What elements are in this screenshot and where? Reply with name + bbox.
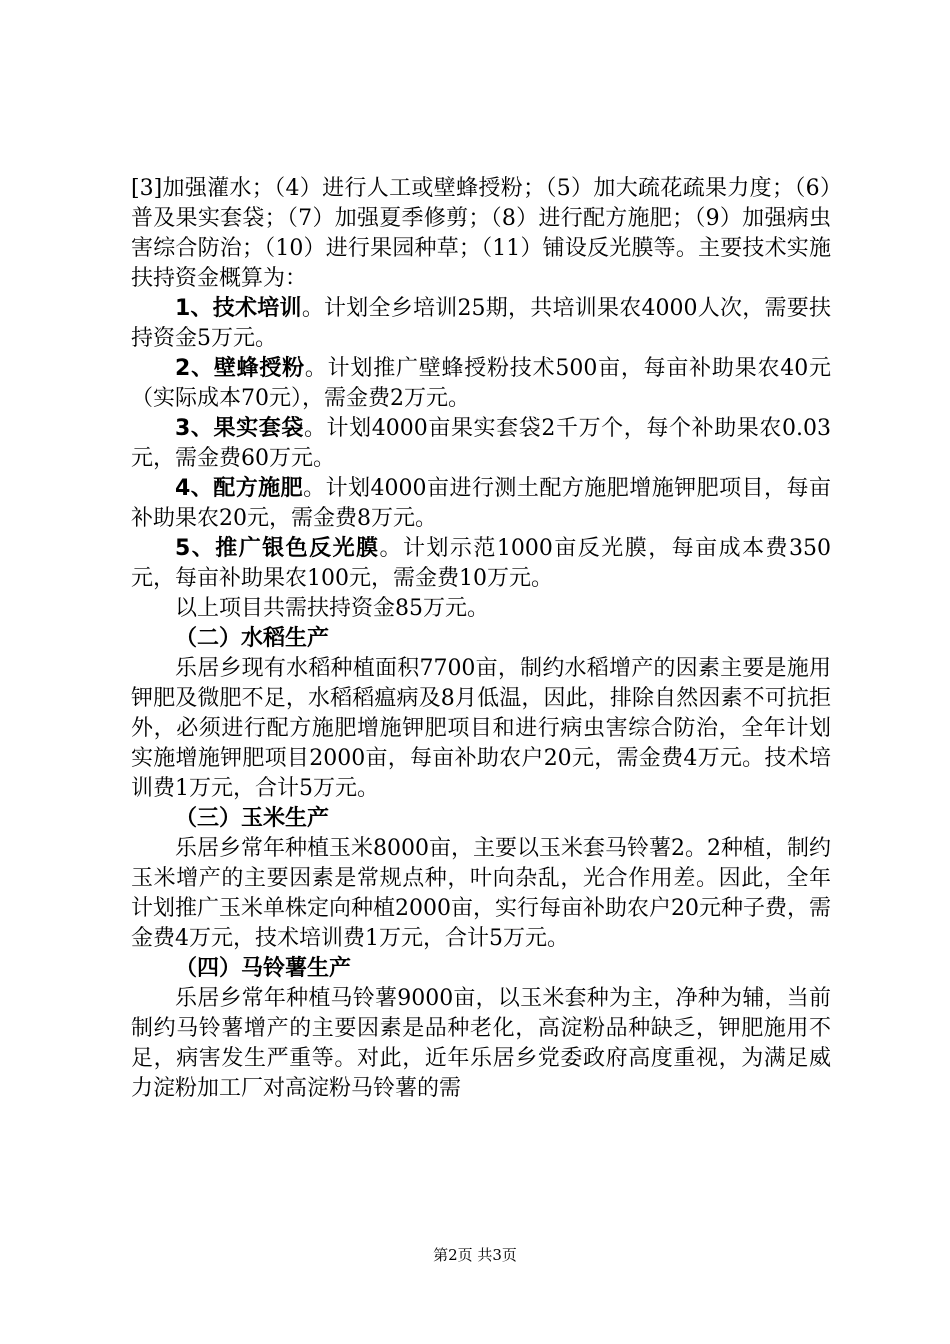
funding-item-head: 5、推广银色反光膜 [175, 536, 380, 561]
section-heading-corn: （三）玉米生产 [175, 806, 330, 831]
section-text-potato: 乐居乡常年种植马铃薯9000亩，以玉米套种为主，净种为辅，当前制约马铃薯增产的主要因素是品种老化，高淀粉品种缺乏，钾肥施用不足，病害发生严重等。对此，近年乐居乡党委政府高度重视，为满足威力淀粉加工厂对高淀粉马铃薯的需 [131, 986, 831, 1101]
funding-item-5 [131, 534, 831, 594]
section-text-rice: 乐居乡现有水稻种植面积7700亩，制约水稻增产的因素主要是施用钾肥及微肥不足，水稻稻瘟病及8月低温，因此，排除自然因素不可抗拒外，必须进行配方施肥增施钾肥项目和进行病虫害综合防治，全年计划实施增施钾肥项目2000亩，每亩补助农户20元，需金费4万元。技术培训费1万元，合计5万元。 [131, 656, 831, 801]
section-heading-potato: （四）马铃薯生产 [175, 956, 352, 981]
funding-item-head: 1、技术培训 [175, 296, 302, 321]
funding-item-text: 。计划全乡培训25期，共培训果农4000人次，需要扶持资金5万元。 [131, 296, 832, 351]
page-footer: 第2页 共3页 [433, 1246, 517, 1264]
intro-paragraph: [3]加强灌水；（4）进行人工或壁蜂授粉；（5）加大疏花疏果力度；（6）普及果实套袋；（7）加强夏季修剪；（8）进行配方施肥；（9）加强病虫害综合防治；（10）进行果园种草；（11）铺设反光膜等。主要技术实施扶持资金概算为： [131, 176, 831, 291]
funding-item-3 [131, 414, 831, 474]
funding-item-text: 。计划示范1000亩反光膜，每亩成本费350元，每亩补助果农100元，需金费10万元。 [131, 536, 832, 591]
funding-item-text: 。计划4000亩果实套袋2千万个，每个补助果农0.03元，需金费60万元。 [131, 416, 831, 471]
funding-item-1 [131, 294, 831, 354]
funding-item-head: 2、壁蜂授粉 [175, 356, 305, 381]
funding-item-text: 。计划推广壁蜂授粉技术500亩，每亩补助果农40元（实际成本70元），需金费2万元。 [131, 356, 831, 411]
funding-item-head: 4、配方施肥 [175, 476, 304, 501]
section-heading-rice: （二）水稻生产 [175, 626, 330, 651]
document-body [131, 174, 831, 1104]
funding-item-2 [131, 354, 831, 414]
section-text-corn: 乐居乡常年种植玉米8000亩，主要以玉米套马铃薯2。2种植，制约玉米增产的主要因素是常规点种，叶向杂乱，光合作用差。因此，全年计划推广玉米单株定向种植2000亩，实行每亩补助农户20元种子费，需金费4万元，技术培训费1万元，合计5万元。 [131, 836, 831, 951]
funding-item-head: 3、果实套袋 [175, 416, 304, 441]
funding-item-4 [131, 474, 831, 534]
funding-item-text: 。计划4000亩进行测土配方施肥增施钾肥项目，每亩补助果农20元，需金费8万元。 [131, 476, 831, 531]
funding-summary: 以上项目共需扶持资金85万元。 [175, 596, 489, 621]
